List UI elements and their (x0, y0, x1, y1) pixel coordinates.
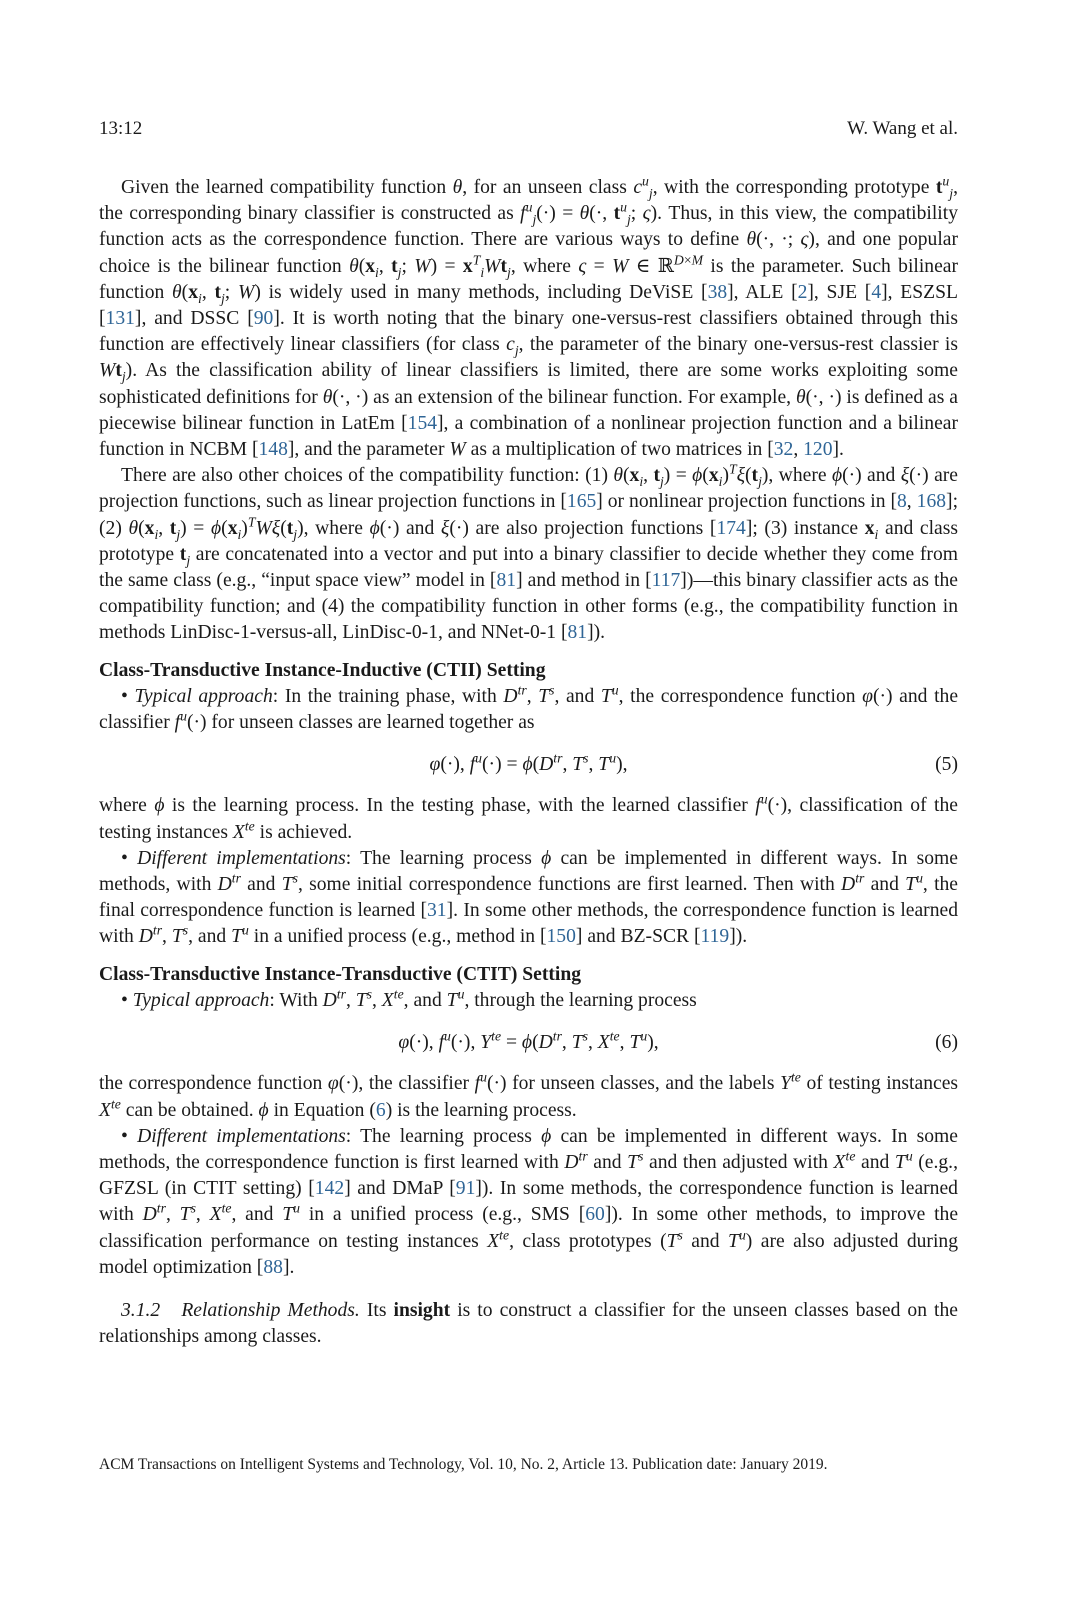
paragraph-ctit-after: the correspondence function φ(·), the classifier $f^u(\cdot)$ for unseen classes, and the labels $Y^{te}$ of testing instances $X^{te}$ can be obtained. ϕ in Equation (6) is the learning process. (99, 1069, 959, 1121)
paragraph-ctii-after: where ϕ is the learning process. In the testing phase, with the learned classifier $f^u(\cdot)$, classification of the testing instances $X^{te}$ is achieved. (99, 791, 958, 843)
page-number: 13:12 (99, 118, 143, 139)
bullet-ctit-implementations: • Different implementations: The learning process ϕ can be implemented in different ways. In some methods, the correspondence function is first learned with $D^{tr}$ and $T^s$ and then adjusted with $X^{te}$ and $T^u$ (e.g., GFZSL (in CTIT setting) [142] and DMaP [91]). In some methods, the correspondence function is learned with $D^{tr}$, $T^s$, $X^{te}$, and $T^u$ in a unified process (e.g., SMS [60]). In some other methods, to improve the classification performance on testing instances $X^{te}$, class prototypes ($T^s$ and $T^u$) are also adjusted during model optimization [88]. (99, 1125, 959, 1278)
equation-6 (99, 1030, 958, 1056)
equation-5-number: (5) (935, 754, 958, 776)
heading-ctit: Class-Transductive Instance-Transductive (CTIT) Setting (99, 963, 582, 985)
bullet-ctii-implementations: • Different implementations: The learning process ϕ can be implemented in different ways. In some methods, with $D^{tr}$ and $T^s$, some initial correspondence functions are first learned. Then with $D^{tr}$ and $T^u$, the final correspondence function is learned [31]. In some other methods, the correspondence function is learned with $D^{tr}$, $T^s$, and $T^u$ in a unified process (e.g., method in [150] and BZ-SCR [119]). (99, 847, 959, 948)
equation-5-body: φ(·), $f^u(\cdot) = \phi(D^{tr}$, $T^s$, $T^u$), (429, 750, 628, 776)
equation-5 (99, 752, 958, 778)
equation-6-number: (6) (935, 1032, 958, 1054)
bullet-ctii-typical: • Typical approach: In the training phase, with $D^{tr}$, $T^s$, and $T^u$, the correspondence function φ(·) and the classifier $f^u(\cdot)$ for unseen classes are learned together as (99, 682, 959, 734)
footer-journal-info: ACM Transactions on Intelligent Systems and Technology, Vol. 10, No. 2, Article 13. Publication date: January 2019. (99, 1456, 828, 1473)
equation-6-body: φ(·), $f^u(\cdot)$, $Y^{te} = \phi(D^{tr}$, $T^s$, $X^{te}$, $T^u$), (398, 1028, 659, 1054)
paragraph-other-choices: There are also other choices of the compatibility function: (1) $\theta(x_i$, $t_j) = \phi(x_i)^T\xi(t_j)$, where ϕ(·) and ξ(·) are projection functions, such as linear projection functions in [165] or nonlinear projection functions in [8, 168]; (2) $\theta(x_i$, $t_j) = \phi(x_i)^TW\xi(t_j)$, where ϕ(·) and ξ(·) are also projection functions [174]; (3) instance $x_i$ and class prototype $t_j$ are concatenated into a vector and put into a binary classifier to decide whether they come from the same class (e.g., “input space view” model in [81] and method in [117])—this binary classifier acts as the compatibility function; and (4) the compatibility function in other forms (e.g., the compatibility function in methods LinDisc-1-versus-all, LinDisc-0-1, and NNet-0-1 [81]). (99, 461, 959, 644)
page-body (99, 175, 958, 1350)
paragraph-bilinear: Given the learned compatibility function θ, for an unseen class $c^u_j$, with the corresponding prototype $t^u_j$, the corresponding binary classifier is constructed as $f^u_j(\cdot) = \theta(\cdot$, $t^u_j$; ς). Thus, in this view, the compatibility function acts as the correspondence function. There are various ways to define θ(·, ·; ς), and one popular choice is the bilinear function $\theta(x_i$, $t_j$; $W) = x^T_iWt_j$, where ς = W ∈ ℝ$^{D\times M}$ is the parameter. Such bilinear function $\theta(x_i$, $t_j$; W) is widely used in many methods, including DeViSE [38], ALE [2], SJE [4], ESZSL [131], and DSSC [90]. It is worth noting that the binary one-versus-rest classifiers obtained through this function are effectively linear classifiers (for class $c_j$, the parameter of the binary one-versus-rest classier is $Wt_j$). As the classification ability of linear classifiers is limited, there are some works exploiting some sophisticated definitions for θ(·, ·) as an extension of the bilinear function. For example, θ(·, ·) is defined as a piecewise bilinear function in LatEm [154], a combination of a nonlinear projection function and a bilinear function in NCBM [148], and the parameter W as a multiplication of two matrices in [32, 120]. (99, 173, 959, 461)
bullet-ctit-typical: • Typical approach: With $D^{tr}$, $T^s$, $X^{te}$, and $T^u$, through the learning process (121, 986, 697, 1011)
running-head-authors: W. Wang et al. (847, 118, 958, 139)
heading-ctii: Class-Transductive Instance-Inductive (CTII) Setting (99, 659, 546, 681)
subsection-3-1-2: 3.1.2 Relationship Methods. Its insight is to construct a classifier for the unseen classes based on the relationships among classes. (99, 1299, 958, 1348)
